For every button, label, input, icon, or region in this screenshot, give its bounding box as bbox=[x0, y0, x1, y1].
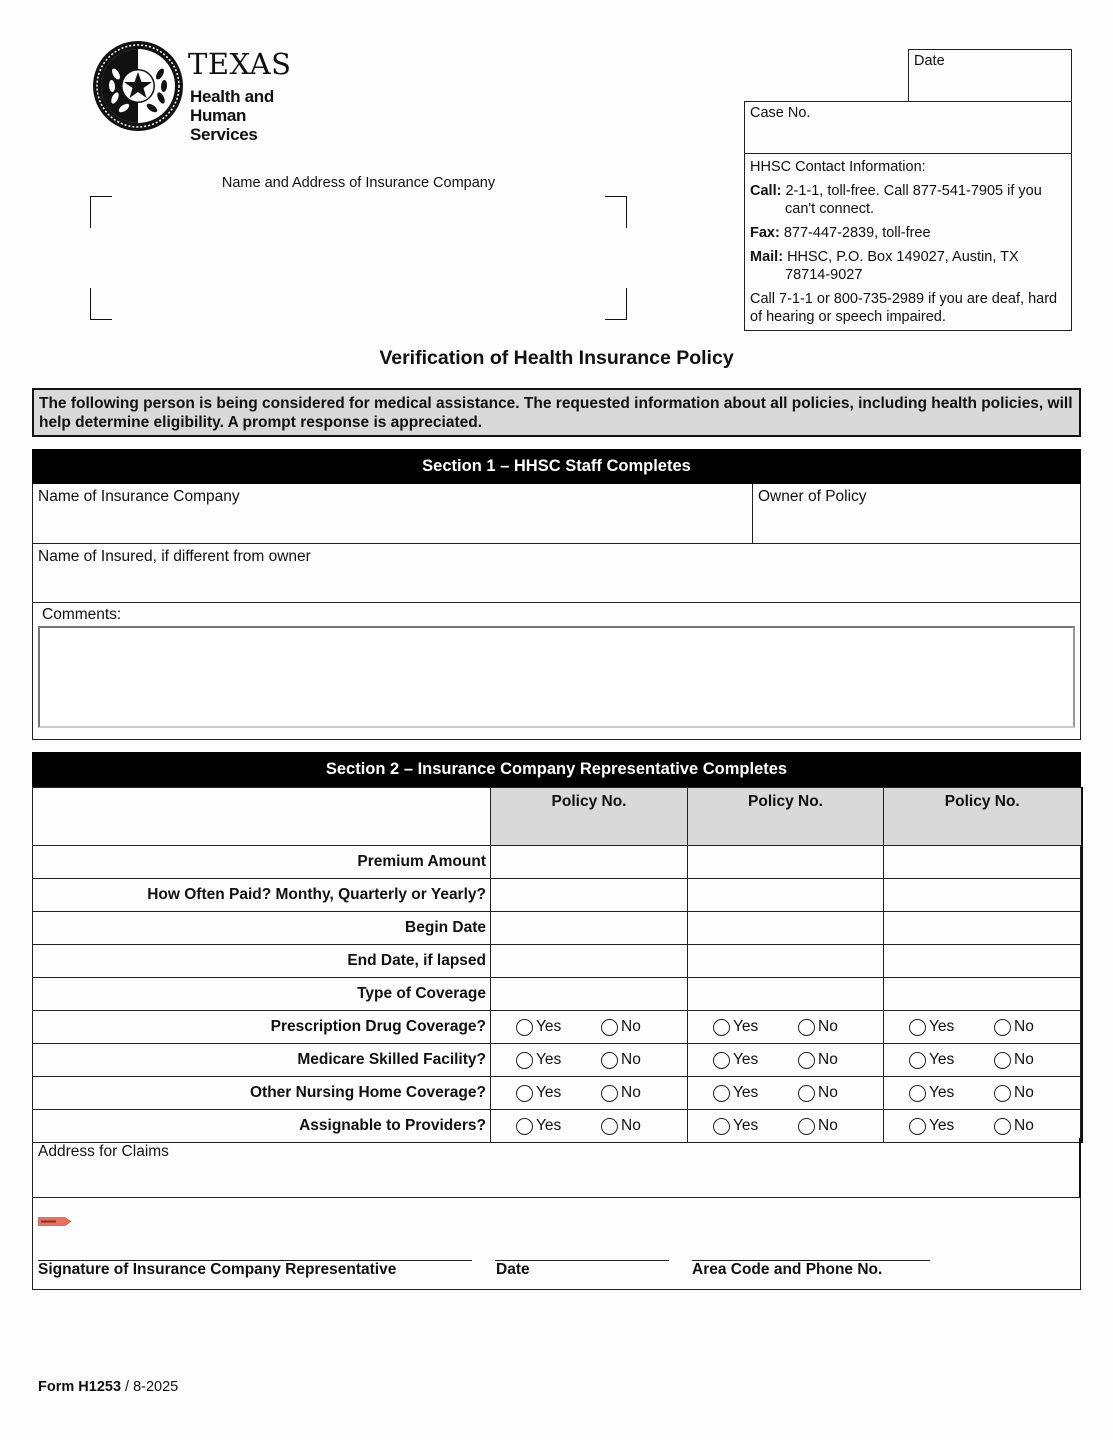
policy-value-cell-3[interactable] bbox=[884, 846, 1082, 879]
date-field-label: Date bbox=[914, 53, 945, 69]
radio-circle-icon[interactable] bbox=[798, 1052, 815, 1069]
contact-info-box bbox=[744, 153, 1072, 331]
section-1 bbox=[32, 449, 1081, 740]
yes-radio[interactable] bbox=[909, 1084, 954, 1102]
yes-radio[interactable] bbox=[713, 1018, 758, 1036]
yes-radio-label: Yes bbox=[536, 1117, 562, 1134]
radio-circle-icon[interactable] bbox=[909, 1085, 926, 1102]
policy-radio-row bbox=[33, 1077, 1082, 1110]
radio-circle-icon[interactable] bbox=[516, 1118, 533, 1135]
form-revision: / 8-2025 bbox=[121, 1379, 179, 1395]
section-2 bbox=[32, 752, 1081, 1290]
yes-radio-label: Yes bbox=[929, 1084, 955, 1101]
policy-text-row bbox=[33, 846, 1082, 879]
radio-circle-icon[interactable] bbox=[713, 1085, 730, 1102]
yes-radio[interactable] bbox=[713, 1051, 758, 1069]
address-corner-bottom-left bbox=[90, 288, 112, 320]
comments-label: Comments: bbox=[42, 606, 122, 623]
yes-radio-label: Yes bbox=[929, 1117, 955, 1134]
no-radio-label: No bbox=[818, 1051, 838, 1068]
date-field[interactable] bbox=[908, 49, 1072, 102]
logo-line-2: Health and Human bbox=[190, 87, 274, 125]
address-corner-bottom-right bbox=[605, 288, 627, 320]
no-radio-label: No bbox=[621, 1117, 641, 1134]
radio-circle-icon[interactable] bbox=[713, 1118, 730, 1135]
policy-row-label: Medicare Skilled Facility? bbox=[33, 1044, 491, 1077]
policy-row-label: Premium Amount bbox=[33, 846, 491, 879]
radio-circle-icon[interactable] bbox=[994, 1052, 1011, 1069]
policy-value-cell-1[interactable] bbox=[491, 879, 688, 912]
policy-radio-cell-2 bbox=[688, 1044, 884, 1077]
page-title: Verification of Health Insurance Policy bbox=[379, 347, 734, 369]
policy-table bbox=[32, 787, 1083, 1143]
policy-radio-row bbox=[33, 1044, 1082, 1077]
policy-radio-cell-3 bbox=[884, 1011, 1082, 1044]
policy-value-cell-2[interactable] bbox=[688, 945, 884, 978]
contact-mail bbox=[750, 248, 1066, 284]
radio-circle-icon[interactable] bbox=[601, 1118, 618, 1135]
no-radio[interactable] bbox=[601, 1084, 641, 1102]
radio-circle-icon[interactable] bbox=[994, 1085, 1011, 1102]
yes-radio-label: Yes bbox=[929, 1018, 955, 1035]
no-radio[interactable] bbox=[994, 1117, 1034, 1135]
radio-circle-icon[interactable] bbox=[909, 1052, 926, 1069]
no-radio[interactable] bbox=[994, 1018, 1034, 1036]
policy-value-cell-2[interactable] bbox=[688, 912, 884, 945]
radio-circle-icon[interactable] bbox=[909, 1019, 926, 1036]
policy-row-label: Begin Date bbox=[33, 912, 491, 945]
yes-radio-label: Yes bbox=[733, 1084, 759, 1101]
policy-radio-cell-2 bbox=[688, 1011, 884, 1044]
policy-radio-cell-1 bbox=[491, 1077, 688, 1110]
no-radio-label: No bbox=[818, 1117, 838, 1134]
no-radio-label: No bbox=[1014, 1084, 1034, 1101]
radio-circle-icon[interactable] bbox=[601, 1052, 618, 1069]
no-radio-label: No bbox=[818, 1018, 838, 1035]
yes-radio[interactable] bbox=[516, 1084, 561, 1102]
no-radio[interactable] bbox=[994, 1084, 1034, 1102]
call-label: Call: bbox=[750, 183, 782, 199]
address-for-claims-field[interactable] bbox=[33, 1138, 1081, 1198]
form-number: Form H1253 bbox=[38, 1379, 122, 1395]
fax-label: Fax: bbox=[750, 225, 780, 241]
policy-number-header-1[interactable]: Policy No. bbox=[491, 788, 688, 846]
form-id bbox=[38, 1379, 178, 1395]
name-of-insured-label: Name of Insured, if different from owner bbox=[38, 548, 311, 565]
no-radio-label: No bbox=[621, 1018, 641, 1035]
policy-radio-cell-2 bbox=[688, 1077, 884, 1110]
policy-text-row bbox=[33, 978, 1082, 1011]
name-of-insured-field[interactable] bbox=[33, 544, 1080, 602]
intro-notice: The following person is being considered for medical assistance. The requested information about all policies, including health policies, will help determine eligibility. A prompt response is appreciated. bbox=[32, 388, 1081, 437]
no-radio[interactable] bbox=[798, 1051, 838, 1069]
yes-radio[interactable] bbox=[909, 1018, 954, 1036]
yes-radio-label: Yes bbox=[733, 1117, 759, 1134]
case-number-field[interactable] bbox=[744, 101, 1072, 154]
policy-value-cell-3[interactable] bbox=[884, 912, 1082, 945]
radio-circle-icon[interactable] bbox=[516, 1052, 533, 1069]
policy-radio-cell-1 bbox=[491, 1011, 688, 1044]
policy-header-blank bbox=[33, 788, 491, 846]
contact-deaf: Call 7-1-1 or 800-735-2989 if you are deaf, hard of hearing or speech impaired. bbox=[750, 291, 1058, 325]
no-radio-label: No bbox=[1014, 1051, 1034, 1068]
logo-line-3: Services bbox=[190, 125, 258, 144]
radio-circle-icon[interactable] bbox=[713, 1019, 730, 1036]
policy-value-cell-2[interactable] bbox=[688, 879, 884, 912]
mail-text: HHSC, P.O. Box 149027, Austin, TX 78714-9027 bbox=[785, 249, 1019, 283]
policy-radio-cell-1 bbox=[491, 1044, 688, 1077]
yes-radio-label: Yes bbox=[536, 1084, 562, 1101]
radio-circle-icon[interactable] bbox=[798, 1019, 815, 1036]
policy-number-header-3[interactable]: Policy No. bbox=[884, 788, 1082, 846]
signature-label: Signature of Insurance Company Representative bbox=[38, 1261, 397, 1278]
policy-text-row bbox=[33, 879, 1082, 912]
section-1-header: Section 1 – HHSC Staff Completes bbox=[32, 449, 1081, 484]
policy-radio-cell-3 bbox=[884, 1077, 1082, 1110]
yes-radio[interactable] bbox=[713, 1117, 758, 1135]
yes-radio[interactable] bbox=[909, 1117, 954, 1135]
policy-row-label: Type of Coverage bbox=[33, 978, 491, 1011]
no-radio-label: No bbox=[818, 1084, 838, 1101]
policy-value-cell-3[interactable] bbox=[884, 879, 1082, 912]
hhs-logo bbox=[92, 40, 332, 144]
address-corner-top-right bbox=[605, 196, 627, 228]
yes-radio[interactable] bbox=[516, 1051, 561, 1069]
policy-value-cell-1[interactable] bbox=[491, 978, 688, 1011]
phone-label: Area Code and Phone No. bbox=[692, 1261, 883, 1278]
insurance-company-field[interactable] bbox=[33, 484, 753, 543]
texas-seal-star-icon bbox=[92, 40, 184, 132]
policy-text-row bbox=[33, 912, 1082, 945]
policy-value-cell-1[interactable] bbox=[491, 912, 688, 945]
radio-circle-icon[interactable] bbox=[798, 1085, 815, 1102]
policy-row-label: End Date, if lapsed bbox=[33, 945, 491, 978]
policy-value-cell-1[interactable] bbox=[491, 945, 688, 978]
mail-label: Mail: bbox=[750, 249, 784, 265]
insurance-company-label: Name of Insurance Company bbox=[38, 488, 240, 505]
no-radio-label: No bbox=[1014, 1018, 1034, 1035]
yes-radio-label: Yes bbox=[929, 1051, 955, 1068]
policy-value-cell-1[interactable] bbox=[491, 846, 688, 879]
owner-of-policy-field[interactable] bbox=[753, 484, 1080, 543]
section-1-row-insured bbox=[33, 544, 1080, 603]
no-radio-label: No bbox=[621, 1084, 641, 1101]
no-radio-label: No bbox=[1014, 1117, 1034, 1134]
policy-header-row bbox=[33, 788, 1082, 846]
address-for-claims-label: Address for Claims bbox=[38, 1143, 169, 1160]
radio-circle-icon[interactable] bbox=[994, 1019, 1011, 1036]
radio-circle-icon[interactable] bbox=[516, 1019, 533, 1036]
comments-textarea[interactable] bbox=[38, 626, 1075, 728]
no-radio[interactable] bbox=[601, 1018, 641, 1036]
radio-circle-icon[interactable] bbox=[909, 1118, 926, 1135]
contact-heading: HHSC Contact Information: bbox=[750, 159, 926, 175]
yes-radio-label: Yes bbox=[536, 1018, 562, 1035]
no-radio[interactable] bbox=[798, 1117, 838, 1135]
no-radio[interactable] bbox=[994, 1051, 1034, 1069]
policy-value-cell-2[interactable] bbox=[688, 846, 884, 879]
radio-circle-icon[interactable] bbox=[516, 1085, 533, 1102]
policy-row-label: Prescription Drug Coverage? bbox=[33, 1011, 491, 1044]
section-1-row-company bbox=[33, 484, 1080, 544]
radio-circle-icon[interactable] bbox=[601, 1019, 618, 1036]
logo-agency-text bbox=[190, 87, 332, 144]
section-2-header: Section 2 – Insurance Company Representative Completes bbox=[32, 752, 1081, 787]
no-radio[interactable] bbox=[601, 1117, 641, 1135]
logo-texas-text: TEXAS bbox=[188, 47, 292, 81]
yes-radio[interactable] bbox=[713, 1084, 758, 1102]
policy-value-cell-3[interactable] bbox=[884, 978, 1082, 1011]
policy-radio-cell-3 bbox=[884, 1044, 1082, 1077]
radio-circle-icon[interactable] bbox=[798, 1118, 815, 1135]
call-text: 2-1-1, toll-free. Call 877-541-7905 if you can't connect. bbox=[785, 183, 1042, 217]
policy-radio-row bbox=[33, 1011, 1082, 1044]
yes-radio-label: Yes bbox=[733, 1018, 759, 1035]
policy-value-cell-3[interactable] bbox=[884, 945, 1082, 978]
no-radio[interactable] bbox=[601, 1051, 641, 1069]
policy-number-header-2[interactable]: Policy No. bbox=[688, 788, 884, 846]
policy-text-row bbox=[33, 945, 1082, 978]
contact-fax bbox=[750, 224, 1066, 242]
no-radio-label: No bbox=[621, 1051, 641, 1068]
case-number-label: Case No. bbox=[750, 105, 811, 121]
yes-radio[interactable] bbox=[909, 1051, 954, 1069]
no-radio[interactable] bbox=[798, 1018, 838, 1036]
policy-row-label: Assignable to Providers? bbox=[33, 1110, 491, 1143]
contact-call bbox=[750, 182, 1066, 218]
policy-row-label: How Often Paid? Monthy, Quarterly or Yearly? bbox=[33, 879, 491, 912]
yes-radio[interactable] bbox=[516, 1018, 561, 1036]
radio-circle-icon[interactable] bbox=[601, 1085, 618, 1102]
yes-radio-label: Yes bbox=[733, 1051, 759, 1068]
address-block-label: Name and Address of Insurance Company bbox=[221, 175, 496, 191]
yes-radio[interactable] bbox=[516, 1117, 561, 1135]
signature-date-label: Date bbox=[496, 1261, 530, 1278]
policy-row-label: Other Nursing Home Coverage? bbox=[33, 1077, 491, 1110]
fax-text: 877-447-2839, toll-free bbox=[783, 225, 931, 241]
radio-circle-icon[interactable] bbox=[713, 1052, 730, 1069]
no-radio[interactable] bbox=[798, 1084, 838, 1102]
address-corner-top-left bbox=[90, 196, 112, 228]
policy-value-cell-2[interactable] bbox=[688, 978, 884, 1011]
sign-here-flag-icon bbox=[38, 1217, 71, 1226]
yes-radio-label: Yes bbox=[536, 1051, 562, 1068]
owner-of-policy-label: Owner of Policy bbox=[758, 488, 867, 505]
radio-circle-icon[interactable] bbox=[994, 1118, 1011, 1135]
